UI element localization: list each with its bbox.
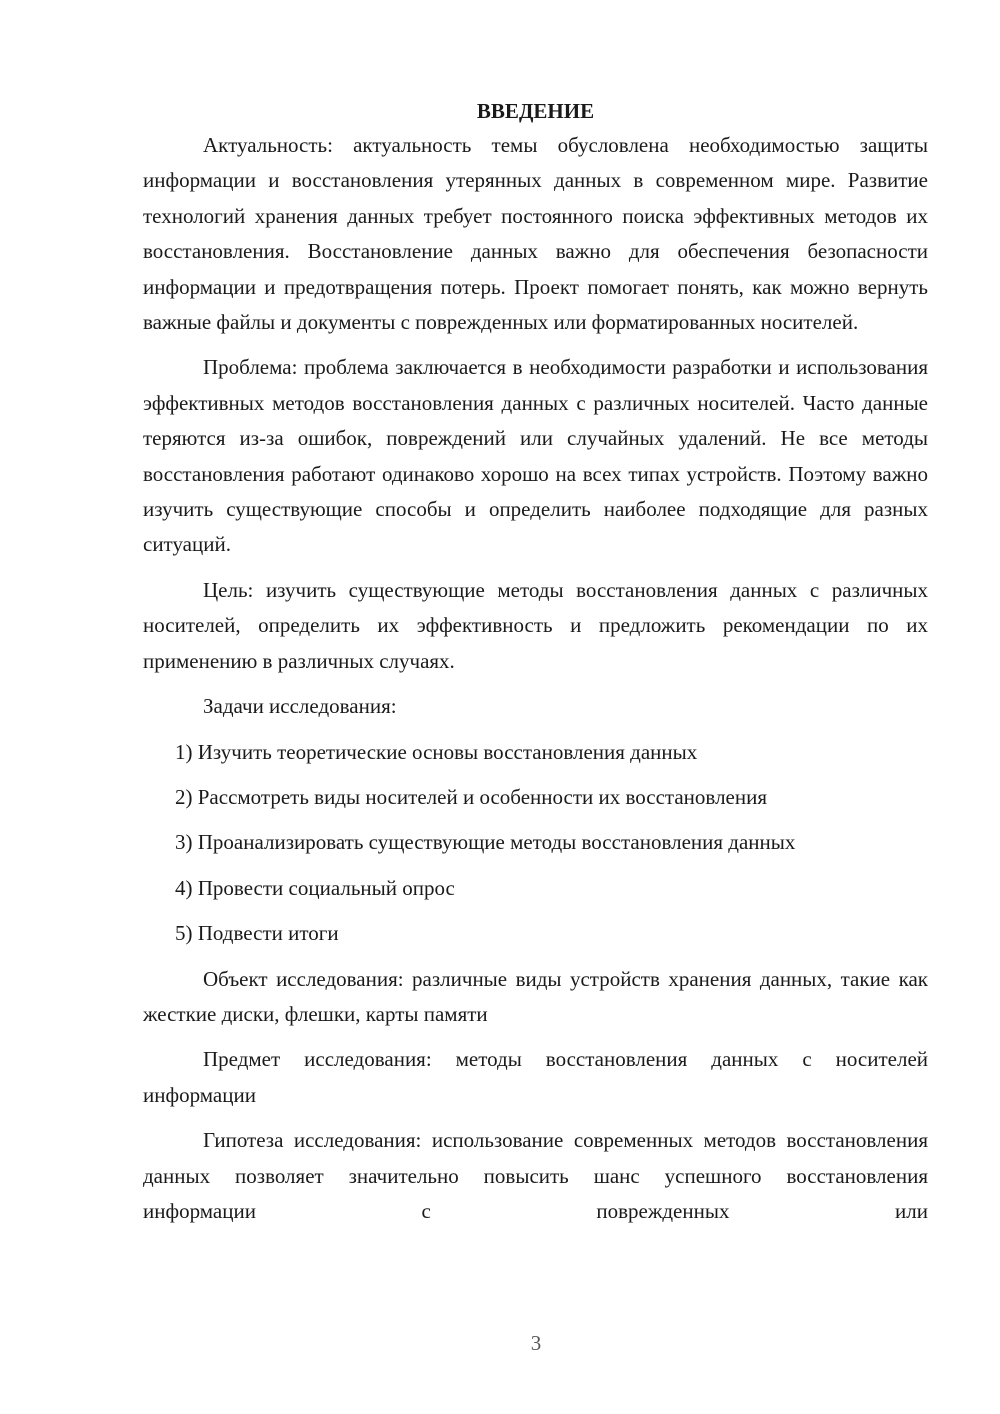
- list-item: 2) Рассмотреть виды носителей и особенности их восстановления: [175, 784, 767, 809]
- list-item: 3) Проанализировать существующие методы восстановления данных: [175, 830, 796, 855]
- problem-paragraph: Проблема: проблема заключается в необходимости разработки и использования эффективных методов восстановления данных с различных носителей. Часто данные теряются из-за ошибок, повреждений или случайных удалений. Не все методы восстановления работают одинаково хорошо на всех типах устройств. Поэтому важно изучить существующие способы и определить наиболее подходящие для разных ситуаций.: [143, 355, 928, 557]
- relevance-paragraph: Актуальность: актуальность темы обусловлена необходимостью защиты информации и восстановления утерянных данных в современном мире. Развитие технологий хранения данных требует постоянного поиска эффективных методов их восстановления. Восстановление данных важно для обеспечения безопасности информации и предотвращения потерь. Проект помогает понять, как можно вернуть важные файлы и документы с поврежденных или форматированных носителей.: [143, 133, 928, 335]
- page-title: ВВЕДЕНИЕ: [476, 99, 595, 123]
- document-page: [143, 94, 928, 1239]
- page-number: 3: [530, 1331, 542, 1355]
- subject-paragraph: Предмет исследования: методы восстановления данных с носителей информации: [143, 1047, 928, 1107]
- list-item: 5) Подвести итоги: [175, 921, 339, 946]
- tasks-list: [143, 735, 928, 952]
- goal-paragraph: Цель: изучить существующие методы восстановления данных с различных носителей, определить их эффективность и предложить рекомендации по их применению в различных случаях.: [143, 577, 928, 673]
- hypothesis-paragraph: Гипотеза исследования: использование современных методов восстановления данных позволяет значительно повысить шанс успешного восстановления информации с поврежденных или: [143, 1128, 928, 1223]
- list-item: 1) Изучить теоретические основы восстановления данных: [175, 739, 698, 764]
- object-paragraph: Объект исследования: различные виды устройств хранения данных, такие как жесткие диски, флешки, карты памяти: [143, 966, 928, 1026]
- list-item: 4) Провести социальный опрос: [175, 875, 455, 900]
- tasks-heading: Задачи исследования:: [203, 694, 397, 719]
